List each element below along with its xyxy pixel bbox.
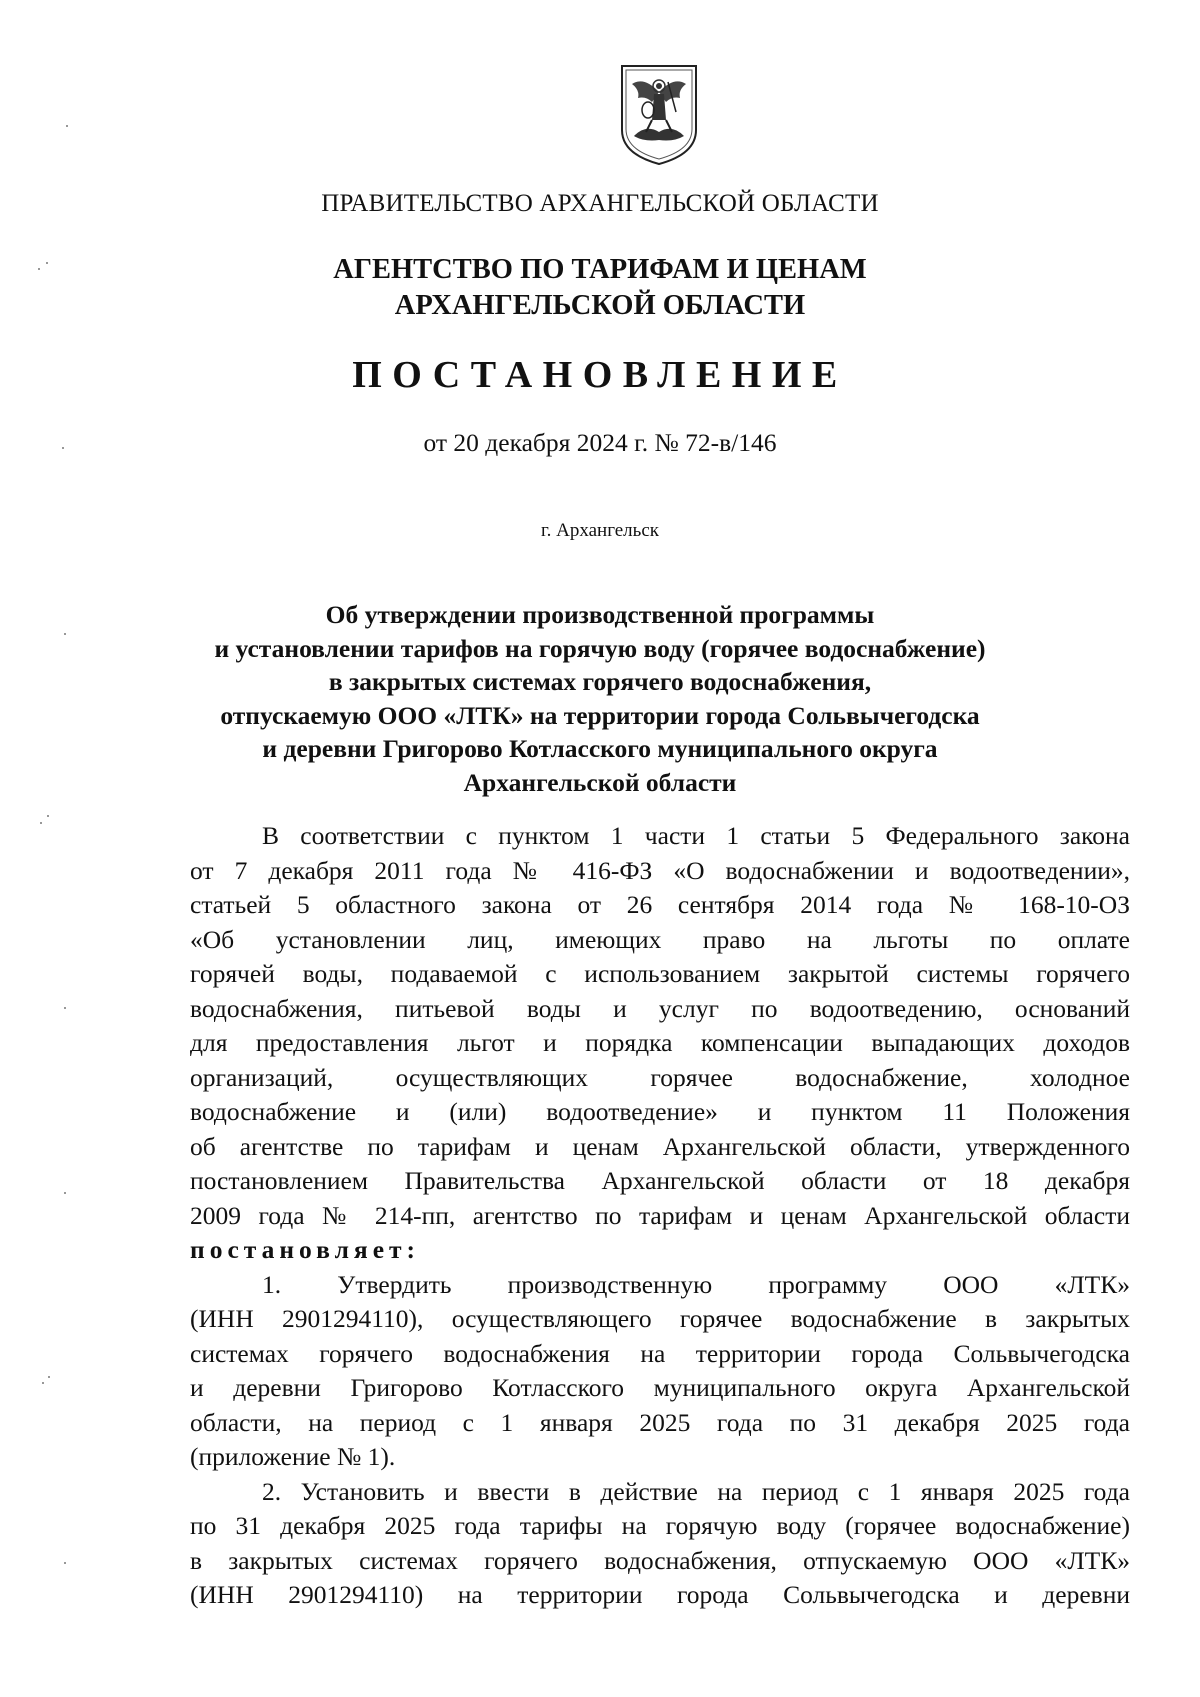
item2-line: в закрытых системах горячего водоснабжения, отпускаемую ООО «ЛТК» — [190, 1545, 1130, 1575]
body-line: водоснабжение и (или) водоотведение» и пунктом 11 Положения — [190, 1097, 1130, 1126]
body-line: для предоставления льгот и порядка компенсации выпадающих доходов — [190, 1028, 1130, 1057]
body-line: горячей воды, подаваемой с использованием закрытой системы горячего — [190, 959, 1130, 988]
item1-line: (ИНН 2901294110), осуществляющего горячее водоснабжение в закрытых — [190, 1304, 1130, 1333]
body-line: «Об установлении лиц, имеющих право на льготы по оплате — [190, 924, 1130, 954]
agency-name-line2: АРХАНГЕЛЬСКОЙ ОБЛАСТИ — [394, 290, 806, 321]
title-line: Архангельской области — [463, 767, 737, 797]
document-city: г. Архангельск — [540, 520, 659, 541]
body-line: об агентстве по тарифам и ценам Архангельской области, утвержденного — [190, 1131, 1130, 1161]
item1-line: (приложение № 1). — [190, 1442, 396, 1471]
body-line: постановлением Правительства Архангельской области от 18 декабря — [190, 1166, 1130, 1195]
government-name: ПРАВИТЕЛЬСТВО АРХАНГЕЛЬСКОЙ ОБЛАСТИ — [321, 190, 879, 217]
body-line: В соответствии с пунктом 1 части 1 статьи 5 Федерального закона — [262, 821, 1130, 850]
body-line: статьей 5 областного закона от 26 сентября 2014 года № 168-10-ОЗ — [190, 890, 1130, 919]
item2-line: (ИНН 2901294110) на территории города Сольвычегодска и деревни — [190, 1580, 1130, 1609]
body-line: организаций, осуществляющих горячее водоснабжение, холодное — [190, 1062, 1130, 1092]
document-type: ПОСТАНОВЛЕНИЕ — [352, 354, 848, 396]
title-line: Об утверждении производственной программы — [325, 600, 875, 629]
item2-line: 2. Установить и ввести в действие на период с 1 января 2025 года — [262, 1476, 1130, 1506]
title-line: и установлении тарифов на горячую воду (горячее водоснабжение) — [214, 633, 986, 663]
title-line: в закрытых системах горячего водоснабжения, — [328, 667, 872, 696]
item1-line: и деревни Григорово Котласского муниципального округа Архангельской — [190, 1373, 1130, 1402]
document-body — [190, 819, 1130, 1613]
agency-name — [0, 252, 1200, 324]
item1-line: системах горячего водоснабжения на территории города Сольвычегодска — [190, 1338, 1130, 1368]
item2-line: по 31 декабря 2025 года тарифы на горячую воду (горячее водоснабжение) — [190, 1511, 1130, 1540]
body-line: водоснабжения, питьевой воды и услуг по водоотведению, оснований — [190, 993, 1130, 1023]
body-line: 2009 года № 214-пп, агентство по тарифам и ценам Архангельской области — [190, 1200, 1130, 1230]
agency-name-line1: АГЕНТСТВО ПО ТАРИФАМ И ЦЕНАМ — [333, 254, 867, 285]
title-line: отпускаемую ООО «ЛТК» на территории города Сольвычегодска — [220, 700, 980, 730]
title-line: и деревни Григорово Котласского муниципального округа — [262, 734, 938, 763]
item1-line: 1. Утвердить производственную программу ООО «ЛТК» — [262, 1269, 1130, 1299]
body-line: от 7 декабря 2011 года № 416-ФЗ «О водоснабжении и водоотведении», — [190, 855, 1130, 885]
decree-word: постановляет: — [190, 1235, 421, 1264]
item1-line: области, на период с 1 января 2025 года по 31 декабря 2025 года — [190, 1407, 1130, 1437]
document-title — [0, 598, 1200, 799]
coat-of-arms-icon — [616, 62, 702, 168]
document-date-number: от 20 декабря 2024 г. № 72-в/146 — [423, 428, 777, 457]
